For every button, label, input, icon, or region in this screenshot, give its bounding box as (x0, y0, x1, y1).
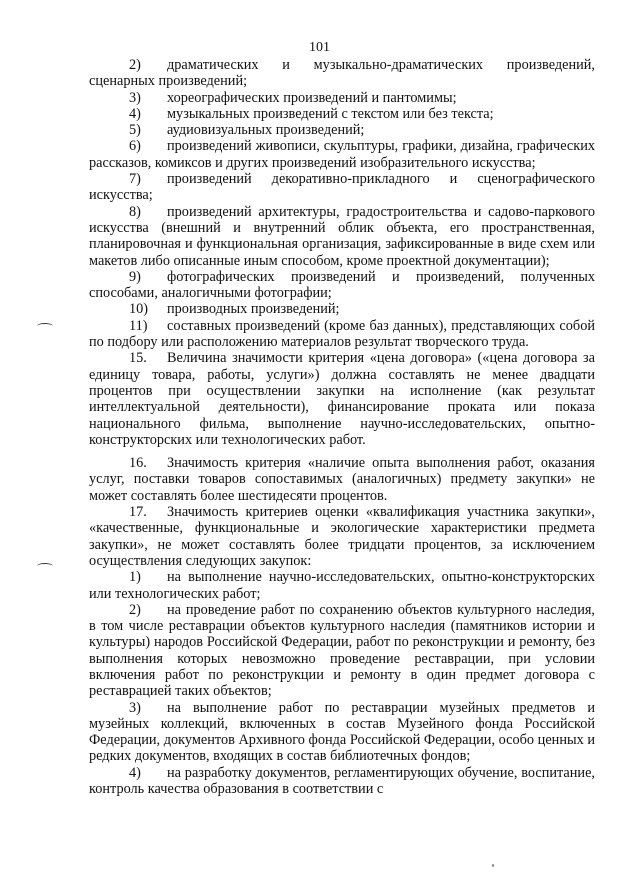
item-text: на выполнение научно-исследовательских, опытно-конструкторских или технологических работ; (89, 569, 595, 602)
list-item (89, 138, 595, 171)
item-number: 1) (129, 569, 141, 586)
item-text: произведений архитектуры, градостроительства и садово-паркового искусства (внешний и внутренний облик объекта, его пространственная, планировочная и функциональная организация, зафиксированные в виде схем или макетов либо описанные иным способом, кроме проектной документации); (89, 203, 595, 269)
item-number: 8) (129, 203, 141, 220)
item-text: на разработку документов, регламентирующих обучение, воспитание, контроль качества образования в соответствии с (89, 764, 595, 798)
list-item (89, 171, 595, 204)
item-number: 4) (129, 764, 141, 781)
margin-mark (37, 563, 53, 569)
section-paragraph (89, 504, 595, 569)
list-item (89, 90, 595, 106)
item-text: драматических и музыкально-драматических произведений, сценарных произведений; (89, 57, 595, 90)
item-text: Величина значимости критерия «цена договора» («цена договора за единицу товара, работы, услуги») должна составлять не менее двадцати процентов при осуществлении закупки на исполнение (как результат интеллектуальной деятельности), финансирование проката или показа национального фильма, выполнение научно-исследовательских, опытно-конструкторских или технологических работ. (89, 350, 595, 448)
item-number: 11) (129, 317, 148, 334)
item-number: 3) (129, 699, 141, 716)
list-item (89, 106, 595, 122)
item-number: 10) (129, 301, 149, 318)
list-item (89, 318, 595, 351)
item-number: 17. (129, 504, 147, 521)
document-body (89, 57, 595, 797)
list-item (89, 765, 595, 798)
list-item (89, 301, 595, 317)
list-item (89, 569, 595, 602)
list-item (89, 204, 595, 269)
item-text: произведений живописи, скульптуры, графики, дизайна, графических рассказов, комиксов и других произведений изобразительного искусства; (89, 138, 595, 171)
item-number: 2) (129, 601, 141, 618)
item-text: произведений декоративно-прикладного и сценографического искусства; (89, 171, 595, 204)
item-number: 3) (129, 89, 141, 106)
page-number: 101 (309, 40, 330, 55)
item-text: составных произведений (кроме баз данных), представляющих собой по подбору или расположению материалов результат творческого труда. (89, 317, 595, 351)
item-text: Значимость критерия «наличие опыта выполнения работ, оказания услуг, поставки товаров сопоставимых (аналогичных) предмету закупки» не может составлять более шестидесяти процентов. (89, 455, 595, 504)
section-paragraph (89, 350, 595, 448)
list-item (89, 269, 595, 302)
section-paragraph (89, 455, 595, 504)
item-text: Значимость критериев оценки «квалификация участника закупки», «качественные, функциональные и экологические характеристики предмета закупки», не может составлять более тридцати процентов, за исключением осуществления следующих закупок: (89, 504, 595, 569)
margin-mark (37, 323, 53, 329)
item-number: 2) (129, 57, 141, 73)
item-text: на проведение работ по сохранению объектов культурного наследия, в том числе реставрации объектов культурного наследия (памятников истории и культуры) народов Российской Федерации, работ по реконструкции и ремонту, без выполнения которых невозможно проведение реставрации, при условии включения работ по реконструкции и ремонту в один предмет договора с реставрацией таких объектов; (89, 601, 595, 700)
item-text: аудиовизуальных произведений; (167, 122, 365, 139)
list-item (89, 602, 595, 700)
item-number: 6) (129, 138, 141, 155)
item-number: 7) (129, 171, 141, 188)
list-item (89, 122, 595, 138)
item-text: производных произведений; (167, 301, 340, 318)
item-text: на выполнение работ по реставрации музейных предметов и музейных коллекций, включенных в состав Музейного фонда Российской Федерации, документов Архивного фонда Российской Федерации, особо ценных и редких документов, входящих в состав библиотечных фондов; (89, 699, 595, 765)
item-number: 9) (129, 268, 141, 285)
item-number: 4) (129, 105, 141, 122)
list-item (89, 57, 595, 90)
item-number: 16. (129, 455, 147, 472)
scan-dot (492, 864, 494, 867)
item-number: 5) (129, 122, 141, 139)
item-number: 15. (129, 350, 147, 367)
item-text: хореографических произведений и пантомимы; (167, 89, 457, 106)
item-text: музыкальных произведений с текстом или без текста; (167, 105, 494, 122)
item-text: фотографических произведений и произведений, полученных способами, аналогичными фотографии; (89, 268, 595, 302)
list-item (89, 700, 595, 765)
